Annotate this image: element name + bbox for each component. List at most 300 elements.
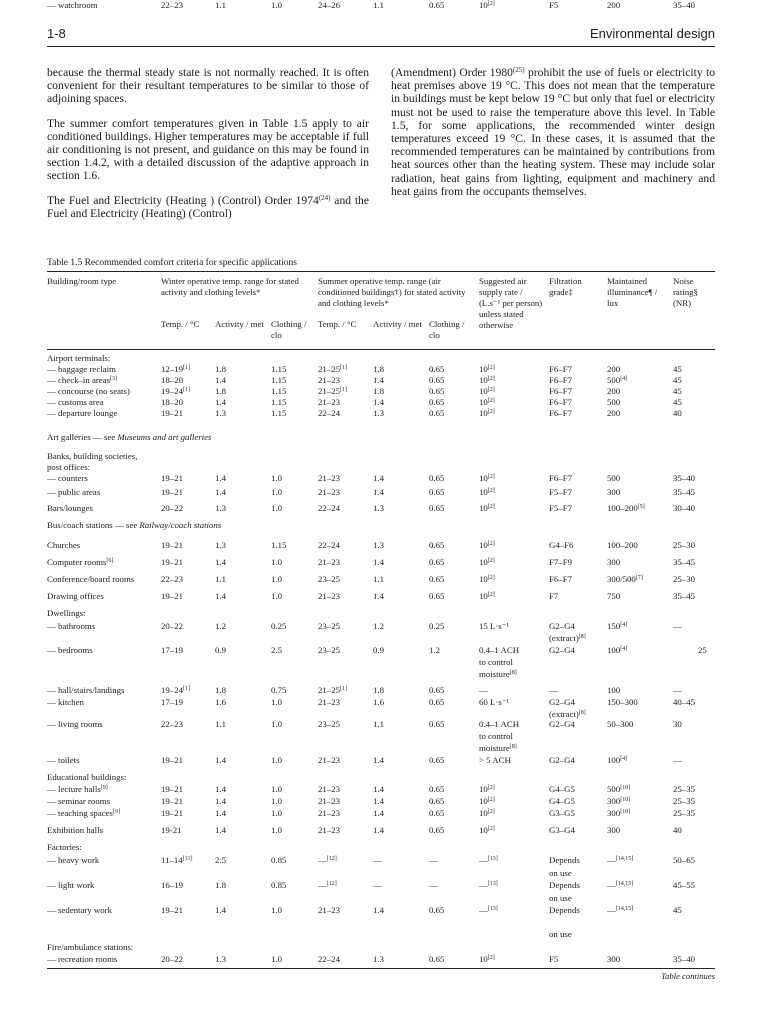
body-right-column (391, 66, 715, 209)
cell-winter-activity: 1.4 (215, 557, 226, 567)
cell-winter-temp: 18–20 (161, 375, 183, 385)
cell-summer-clothing: — (429, 880, 438, 890)
cell-noise: 25–30 (673, 540, 695, 550)
cell-winter-clothing: 1.0 (271, 591, 282, 601)
cell-winter-temp: 19–21 (161, 408, 183, 418)
paragraph (47, 194, 369, 220)
table-row (0, 633, 768, 644)
cell-summer-activity: 1.4 (373, 487, 384, 497)
cell-air-supply: 10[2] (479, 540, 495, 550)
cell-building: — sedentary work (47, 905, 112, 915)
cell-winter-temp: 22–23 (161, 574, 183, 584)
cell-winter-activity: 1.8 (215, 685, 226, 695)
cell-winter-temp: 20–22 (161, 621, 183, 631)
citation: (25) (512, 66, 525, 74)
cell-summer-activity: 1.8 (373, 386, 384, 396)
cell-air-supply: — (479, 685, 488, 695)
cell-noise: — (673, 685, 682, 695)
cell-summer-clothing: 0.65 (429, 408, 445, 418)
cell-illuminance: 100[4] (607, 755, 628, 765)
cell-winter-activity: 1.4 (215, 473, 226, 483)
table-rule-bottom (47, 968, 715, 969)
section-label: Banks, building societies, (47, 451, 138, 461)
cell-summer-clothing: 0.65 (429, 0, 445, 10)
cell-illuminance: 300 (607, 557, 621, 567)
cell-summer-clothing: 0.65 (429, 808, 445, 818)
cell-summer-temp: 24–26 (318, 0, 340, 10)
cell-summer-temp: 21–25[1] (318, 364, 347, 374)
cell-summer-temp: 23–25 (318, 719, 340, 729)
cell-illuminance: 500[10] (607, 784, 631, 794)
cell-illuminance: 300[10] (607, 796, 631, 806)
cell-air-supply: 15 L·s⁻¹ (479, 621, 510, 631)
cell-summer-clothing: 0.65 (429, 954, 445, 964)
cell-summer-temp: —[12] (318, 880, 337, 890)
header-summer-temp: Temp. / °C (318, 319, 357, 329)
table-row (0, 574, 768, 585)
cell-summer-temp: 22–24 (318, 540, 340, 550)
cell-winter-clothing: 1.0 (271, 697, 282, 707)
cell-summer-temp: 21–23 (318, 755, 340, 765)
section-label: Airport terminals: (47, 353, 111, 363)
table-rule-top (47, 271, 715, 272)
cell-winter-clothing: 0.85 (271, 880, 287, 890)
section-label: Fire/ambulance stations: (47, 942, 134, 952)
cell-winter-temp: 19-21 (161, 825, 182, 835)
cell-noise: 35–45 (673, 591, 695, 601)
cell-filtration: F6–F7 (549, 364, 572, 374)
cell-winter-activity: 1.4 (215, 397, 226, 407)
cell-filtration: F6–F7 (549, 375, 572, 385)
page-header (47, 24, 715, 47)
cell-winter-clothing: 1.15 (271, 408, 287, 418)
table-row (0, 685, 768, 696)
cell-winter-clothing: 1.0 (271, 487, 282, 497)
table-row (0, 731, 768, 742)
cell-air-supply: 10[2] (479, 954, 495, 964)
cell-noise: 40 (673, 825, 682, 835)
section-reference: Railway/coach stations (139, 520, 222, 530)
citation: (24) (318, 193, 331, 202)
cell-winter-temp: 19–21 (161, 487, 183, 497)
table-row (0, 364, 768, 375)
cell-illuminance: 500 (607, 397, 621, 407)
cell-illuminance: 200 (607, 408, 621, 418)
cell-winter-activity: 2.5 (215, 855, 226, 865)
cell-winter-clothing: 1.0 (271, 954, 282, 964)
table-row (0, 503, 768, 514)
table-row (0, 657, 768, 668)
table-row (0, 855, 768, 866)
cell-winter-clothing: 1.0 (271, 784, 282, 794)
cell-filtration: G2–G4 (549, 645, 575, 655)
cell-building: — customs area (47, 397, 104, 407)
cell-winter-clothing: 1.0 (271, 473, 282, 483)
cell-building: — counters (47, 473, 88, 483)
cell-winter-activity: 1.1 (215, 574, 226, 584)
cell-noise: 35–40 (673, 0, 695, 10)
cell-summer-activity: — (373, 855, 382, 865)
cell-winter-clothing: 1.15 (271, 386, 287, 396)
table-section-row (0, 451, 768, 462)
table-row (0, 487, 768, 498)
cell-noise: 45 (673, 386, 682, 396)
cell-building: — seminar rooms (47, 796, 111, 806)
cell-winter-activity: 1.4 (215, 796, 226, 806)
cell-noise: 30–40 (673, 503, 695, 513)
cell-winter-temp: 22–23 (161, 719, 183, 729)
header-illuminance: Maintained illuminance¶ / lux (607, 276, 658, 308)
cell-illuminance: 300 (607, 825, 621, 835)
cell-air-supply: 10[2] (479, 825, 495, 835)
cell-winter-temp: 19–21 (161, 473, 183, 483)
cell-summer-activity: 1.4 (373, 473, 384, 483)
cell-building: Conference/board rooms (47, 574, 135, 584)
cell-winter-temp: 19–21 (161, 540, 183, 550)
header-noise: Noise rating§ (NR) (673, 276, 698, 308)
header-winter-temp: Temp. / °C (161, 319, 200, 329)
cell-winter-clothing: 0.85 (271, 855, 287, 865)
cell-illuminance: 300[10] (607, 808, 631, 818)
table-row (0, 905, 768, 916)
cell-summer-temp: 23–25 (318, 645, 340, 655)
cell-air-supply: 10[2] (479, 503, 495, 513)
text-span: (Amendment) Order 1980 (391, 66, 513, 79)
cell-winter-activity: 1.4 (215, 808, 226, 818)
table-continues-note: Table continues (661, 971, 715, 981)
cell-building: — kitchen (47, 697, 84, 707)
paragraph (391, 66, 715, 198)
cell-summer-temp: 21–23 (318, 473, 340, 483)
cell-filtration: F7 (549, 591, 559, 601)
paragraph: because the thermal steady state is not normally reached. It is often convenient for their resultant temperatures to be similar to those of adjoining spaces. (47, 66, 369, 106)
cell-summer-activity: 1.4 (373, 557, 384, 567)
cell-building: Exhibition halls (47, 825, 103, 835)
cell-filtration: F5 (549, 0, 559, 10)
table-row (0, 621, 768, 632)
cell-winter-temp: 12–19[1] (161, 364, 190, 374)
header-winter-activity: Activity / met (215, 319, 264, 329)
cell-illuminance: 100 (607, 685, 621, 695)
cell-air-supply: 10[2] (479, 397, 495, 407)
cell-winter-temp: 20–22 (161, 503, 183, 513)
cell-air-supply: to control (479, 731, 513, 741)
cell-building: — lecture halls[9] (47, 784, 108, 794)
cell-noise: 50–65 (673, 855, 695, 865)
cell-filtration: F6–F7 (549, 386, 572, 396)
header-air-supply: Suggested air supply rate / (L.s⁻¹ per person) unless stated otherwise (479, 276, 543, 330)
cell-winter-clothing: 1.15 (271, 397, 287, 407)
cell-air-supply: 10[2] (479, 0, 495, 10)
text-span: and the Fuel and Electricity (Heating) (Control) (47, 193, 369, 220)
cell-filtration: G2–G4 (549, 697, 575, 707)
cell-summer-clothing: 0.65 (429, 755, 445, 765)
cell-winter-activity: 1.4 (215, 825, 226, 835)
cell-summer-temp: 21–23 (318, 487, 340, 497)
cell-building: — toilets (47, 755, 80, 765)
section-label-wrap (47, 520, 221, 531)
table-row (0, 669, 768, 680)
cell-winter-temp: 20–22 (161, 954, 183, 964)
section-label-wrap (47, 432, 211, 443)
cell-winter-activity: 1.3 (215, 503, 226, 513)
cell-summer-temp: 21–25[1] (318, 386, 347, 396)
cell-summer-temp: 21–23 (318, 825, 340, 835)
cell-summer-temp: 21–23 (318, 784, 340, 794)
cell-winter-clothing: 1.0 (271, 0, 282, 10)
cell-winter-clothing: 0.75 (271, 685, 287, 695)
section-label: Bus/coach stations — see (47, 520, 140, 530)
cell-building: — baggage reclaim (47, 364, 116, 374)
cell-filtration: G4–G5 (549, 784, 575, 794)
cell-air-supply: 10[2] (479, 574, 495, 584)
cell-winter-activity: 1.3 (215, 954, 226, 964)
cell-winter-activity: 1.3 (215, 408, 226, 418)
cell-summer-activity: 1.4 (373, 397, 384, 407)
cell-filtration: F6–F7 (549, 473, 572, 483)
cell-building: Churches (47, 540, 81, 550)
cell-illuminance: 300/500[7] (607, 574, 643, 584)
table-row (0, 473, 768, 484)
cell-summer-clothing: 0.65 (429, 685, 445, 695)
cell-illuminance: 100[4] (607, 645, 628, 655)
cell-summer-temp: 21–23 (318, 591, 340, 601)
cell-filtration: G4–F6 (549, 540, 574, 550)
table-row (0, 591, 768, 602)
cell-filtration: F6–F7 (549, 408, 572, 418)
table-row (0, 375, 768, 386)
cell-winter-temp: 19–21 (161, 905, 183, 915)
cell-air-supply: 10[2] (479, 375, 495, 385)
table-row (0, 893, 768, 904)
cell-air-supply: 10[2] (479, 591, 495, 601)
cell-filtration: on use (549, 868, 572, 878)
table-rule-header (47, 349, 715, 350)
cell-winter-clothing: 1.0 (271, 796, 282, 806)
table-section-row (0, 432, 768, 443)
cell-summer-activity: 1.4 (373, 825, 384, 835)
cell-noise: — (673, 755, 682, 765)
cell-air-supply: moisture[8] (479, 669, 517, 679)
table-row (0, 880, 768, 891)
cell-building: — watchroom (47, 0, 98, 10)
cell-noise: 35–45 (673, 557, 695, 567)
cell-noise: 45 (673, 397, 682, 407)
cell-winter-activity: 1.2 (215, 621, 226, 631)
cell-filtration: G3–G5 (549, 808, 575, 818)
cell-winter-clothing: 2.5 (271, 645, 282, 655)
cell-winter-activity: 0.9 (215, 645, 226, 655)
cell-illuminance: 100–200[5] (607, 503, 645, 513)
table-row (0, 697, 768, 708)
cell-summer-clothing: 0.65 (429, 557, 445, 567)
cell-filtration: G2–G4 (549, 621, 575, 631)
cell-summer-clothing: 0.65 (429, 825, 445, 835)
cell-winter-clothing: 0.25 (271, 621, 287, 631)
cell-summer-activity: 1.4 (373, 796, 384, 806)
cell-summer-activity: 1.4 (373, 905, 384, 915)
table-row (0, 743, 768, 754)
cell-illuminance: —[14,15] (607, 855, 634, 865)
table-section-row (0, 772, 768, 783)
cell-summer-temp: 21–23 (318, 375, 340, 385)
cell-noise: 25–35 (673, 808, 695, 818)
cell-summer-temp: 22–24 (318, 954, 340, 964)
table-row (0, 408, 768, 419)
cell-illuminance: 500[4] (607, 375, 628, 385)
cell-illuminance: 500 (607, 473, 621, 483)
cell-winter-temp: 19–21 (161, 784, 183, 794)
cell-building: — recreation rooms (47, 954, 118, 964)
section-label: Dwellings: (47, 608, 86, 618)
page-number: 1-8 (47, 26, 66, 41)
cell-summer-clothing: 0.65 (429, 719, 445, 729)
cell-winter-activity: 1.8 (215, 386, 226, 396)
cell-winter-temp: 19–21 (161, 808, 183, 818)
cell-summer-clothing: 0.65 (429, 397, 445, 407)
cell-noise: 45–55 (673, 880, 695, 890)
cell-winter-activity: 1.4 (215, 905, 226, 915)
cell-summer-activity: 1.3 (373, 408, 384, 418)
cell-winter-activity: 1.8 (215, 364, 226, 374)
cell-building: — teaching spaces[9] (47, 808, 120, 818)
table-row (0, 784, 768, 795)
cell-summer-clothing: 0.65 (429, 796, 445, 806)
cell-summer-activity: 1.3 (373, 503, 384, 513)
cell-air-supply: 10[2] (479, 796, 495, 806)
header-winter: Winter operative temp. range for stated activity and clothing levels* (161, 276, 299, 297)
cell-summer-activity: 1.1 (373, 0, 384, 10)
cell-winter-temp: 17–19 (161, 697, 183, 707)
cell-illuminance: 750 (607, 591, 621, 601)
cell-winter-activity: 1.6 (215, 697, 226, 707)
cell-winter-temp: 18–20 (161, 397, 183, 407)
cell-filtration: G2–G4 (549, 719, 575, 729)
cell-winter-temp: 19–24[1] (161, 685, 190, 695)
table-row (0, 954, 768, 965)
cell-summer-clothing: 0.65 (429, 591, 445, 601)
header-summer: Summer operative temp. range (air conditioned buildings†) for stated activity and clothing levels* (318, 276, 466, 308)
cell-filtration: Depends (549, 905, 580, 915)
table-row (0, 0, 768, 11)
cell-air-supply: 10[2] (479, 364, 495, 374)
cell-air-supply: 10[2] (479, 487, 495, 497)
cell-summer-clothing: 0.65 (429, 473, 445, 483)
table-row (0, 397, 768, 408)
cell-winter-temp: 19–21 (161, 796, 183, 806)
cell-noise: 25 (698, 645, 707, 655)
table-row (0, 929, 768, 940)
cell-air-supply: to control (479, 657, 513, 667)
cell-summer-activity: 1.4 (373, 808, 384, 818)
cell-noise: 35–40 (673, 954, 695, 964)
cell-winter-clothing: 1.0 (271, 905, 282, 915)
cell-summer-temp: 21–23 (318, 808, 340, 818)
cell-illuminance: 200 (607, 364, 621, 374)
cell-noise: 45 (673, 375, 682, 385)
cell-winter-temp: 16–19 (161, 880, 183, 890)
table-row (0, 719, 768, 730)
cell-air-supply: 10[2] (479, 784, 495, 794)
section-label: Educational buildings: (47, 772, 127, 782)
cell-winter-activity: 1.8 (215, 880, 226, 890)
cell-winter-activity: 1.4 (215, 755, 226, 765)
cell-winter-clothing: 1.15 (271, 375, 287, 385)
text-span: prohibit the use of fuels or electricity to heat premises above 19 °C. This does not mean that the temperature in buildings must be kept below 19 °C but only that fuel or electricity must not be used to raise the temperature above this level. In Table 1.5, for some applications, the recommended winter design temperatures exceed 19 °C. In these cases, it is assumed that the recommended temperatures can be maintained by contributions from heat sources other than the heating system. These may include solar radiation, heat gains from lighting, equipment and machinery and heat gains from the occupants themselves. (391, 66, 715, 198)
cell-illuminance: 150–300 (607, 697, 638, 707)
cell-winter-temp: 19–24[1] (161, 386, 190, 396)
cell-filtration: Depends (549, 880, 580, 890)
cell-summer-clothing: 0.65 (429, 905, 445, 915)
cell-winter-activity: 1.1 (215, 0, 226, 10)
cell-air-supply: —[13] (479, 905, 498, 915)
cell-summer-clothing: 0.65 (429, 540, 445, 550)
cell-illuminance: —[14,15] (607, 905, 634, 915)
cell-summer-activity: 1.6 (373, 697, 384, 707)
cell-noise: 25–35 (673, 796, 695, 806)
cell-winter-temp: 22–23 (161, 0, 183, 10)
cell-summer-activity: 1.2 (373, 621, 384, 631)
cell-filtration: F5–F7 (549, 503, 572, 513)
cell-filtration: F5–F7 (549, 487, 572, 497)
table-section-row (0, 842, 768, 853)
table-section-row (0, 608, 768, 619)
cell-winter-temp: 17–19 (161, 645, 183, 655)
cell-summer-activity: 1.1 (373, 574, 384, 584)
cell-filtration: F6–F7 (549, 574, 572, 584)
cell-noise: 45 (673, 905, 682, 915)
section-title: Environmental design (589, 26, 715, 41)
cell-winter-clothing: 1.0 (271, 808, 282, 818)
table-row (0, 796, 768, 807)
cell-illuminance: 50–300 (607, 719, 634, 729)
cell-summer-clothing: 0.65 (429, 364, 445, 374)
cell-winter-clothing: 1.15 (271, 540, 287, 550)
table-caption: Table 1.5 Recommended comfort criteria for specific applications (47, 258, 297, 268)
cell-building: — public areas (47, 487, 101, 497)
header-summer-activity: Activity / met (373, 319, 422, 329)
paragraph: The summer comfort temperatures given in Table 1.5 apply to air conditioned buildings. Higher temperatures may be acceptable if full air conditioning is not present, and guidance on this may be found in section 1.4.2, with a detailed discussion of the adaptive approach in section 1.6. (47, 116, 369, 183)
cell-filtration: (extract)[8] (549, 709, 586, 719)
cell-winter-temp: 19–21 (161, 591, 183, 601)
section-label: post offices: (47, 462, 91, 472)
cell-winter-activity: 1.3 (215, 540, 226, 550)
cell-summer-activity: 1.4 (373, 784, 384, 794)
cell-filtration: (extract)[8] (549, 633, 586, 643)
cell-noise: 40 (673, 408, 682, 418)
cell-filtration: F7–F9 (549, 557, 572, 567)
cell-summer-activity: 1.3 (373, 540, 384, 550)
cell-summer-activity: 1.8 (373, 364, 384, 374)
cell-noise: 45 (673, 364, 682, 374)
body-left-column (47, 66, 369, 231)
cell-summer-activity: 1.4 (373, 591, 384, 601)
cell-air-supply: —[13] (479, 880, 498, 890)
cell-summer-clothing: 1.2 (429, 645, 440, 655)
cell-summer-activity: 1.3 (373, 954, 384, 964)
cell-winter-activity: 1.1 (215, 719, 226, 729)
cell-winter-clothing: 1.0 (271, 719, 282, 729)
table-section-row (0, 353, 768, 364)
cell-air-supply: 10[2] (479, 386, 495, 396)
cell-winter-temp: 19–21 (161, 557, 183, 567)
text-span: The Fuel and Electricity (Heating ) (Control) Order 1974 (47, 193, 319, 207)
cell-noise: 25–30 (673, 574, 695, 584)
cell-air-supply: 10[2] (479, 808, 495, 818)
cell-air-supply: 10[2] (479, 557, 495, 567)
cell-building: — hall/stairs/landings (47, 685, 125, 695)
cell-summer-clothing: 0.65 (429, 487, 445, 497)
